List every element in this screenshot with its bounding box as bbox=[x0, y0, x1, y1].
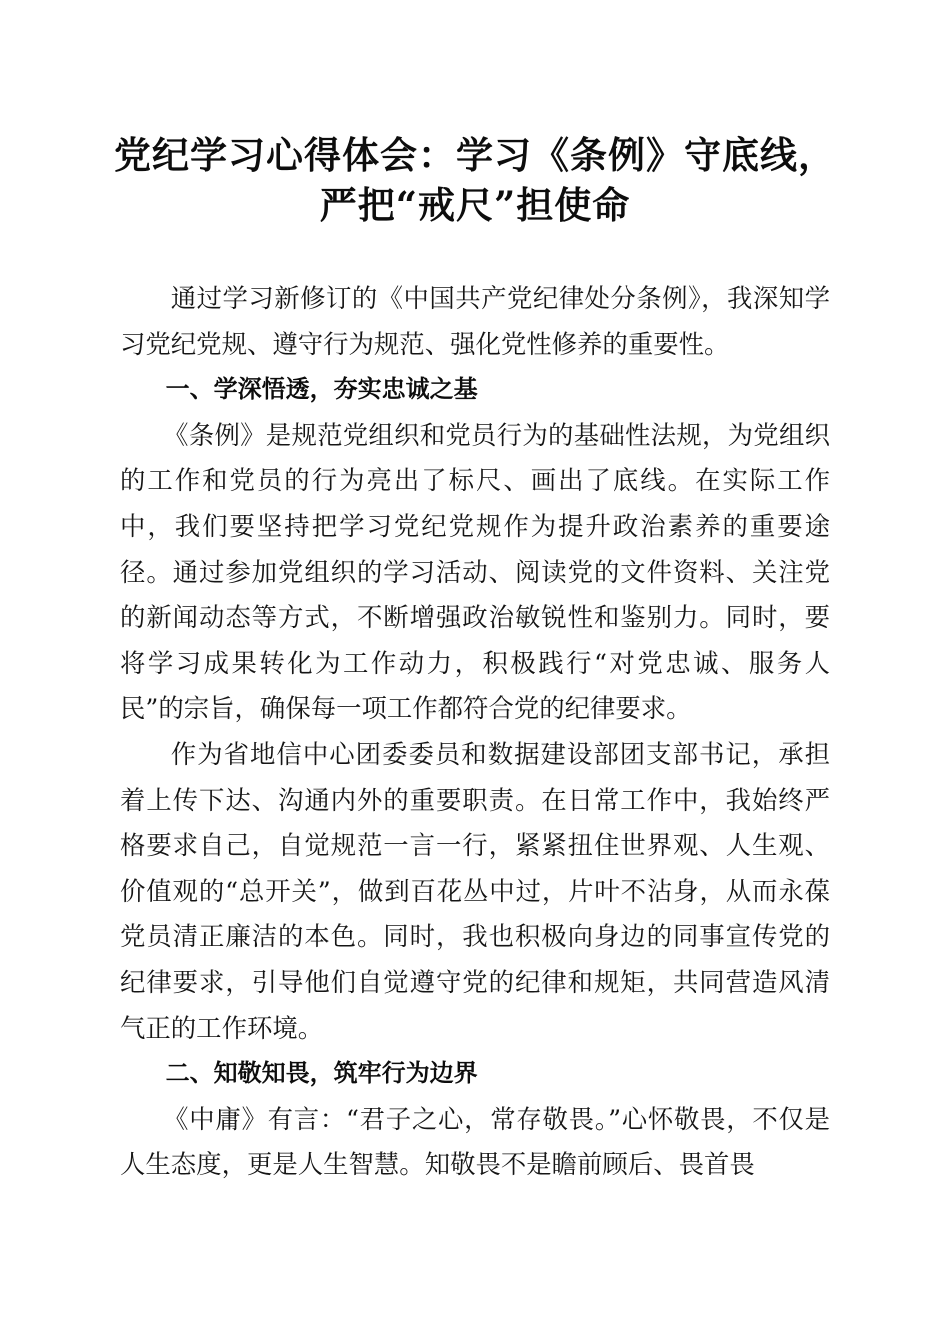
intro-paragraph: 通过学习新修订的《中国共产党纪律处分条例》，我深知学习党纪党规、遵守行为规范、强化党性修养的重要性。 bbox=[120, 283, 830, 359]
document-title: 党纪学习心得体会：学习《条例》守底线，严把“戒尺”担使命 bbox=[114, 133, 836, 227]
body-paragraph: 《条例》是规范党组织和党员行为的基础性法规，为党组织的工作和党员的行为亮出了标尺、画出了底线。在实际工作中，我们要坚持把学习党纪党规作为提升政治素养的重要途径。通过参加党组织的学习活动、阅读党的文件资料、关注党的新闻动态等方式，不断增强政治敏锐性和鉴别力。同时，要将学习成果转化为工作动力，积极践行“对党忠诚、服务人民”的宗旨，确保每一项工作都符合党的纪律要求。 bbox=[120, 419, 830, 724]
body-paragraph: 《中庸》有言：“君子之心，常存敬畏。”心怀敬畏，不仅是人生态度，更是人生智慧。知敬畏不是瞻前顾后、畏首畏 bbox=[120, 1103, 830, 1180]
body-paragraph: 作为省地信中心团委委员和数据建设部团支部书记，承担着上传下达、沟通内外的重要职责。在日常工作中，我始终严格要求自己，自觉规范一言一行，紧紧扭住世界观、人生观、价值观的“总开关”，做到百花丛中过，片叶不沾身，从而永葆党员清正廉洁的本色。同时，我也积极向身边的同事宣传党的纪律要求，引导他们自觉遵守党的纪律和规矩，共同营造风清气正的工作环境。 bbox=[120, 738, 830, 1043]
document-body bbox=[120, 276, 830, 1188]
section-heading: 二、知敬知畏，筑牢行为边界 bbox=[165, 1059, 478, 1088]
section-heading: 一、学深悟透，夯实忠诚之基 bbox=[165, 375, 478, 404]
